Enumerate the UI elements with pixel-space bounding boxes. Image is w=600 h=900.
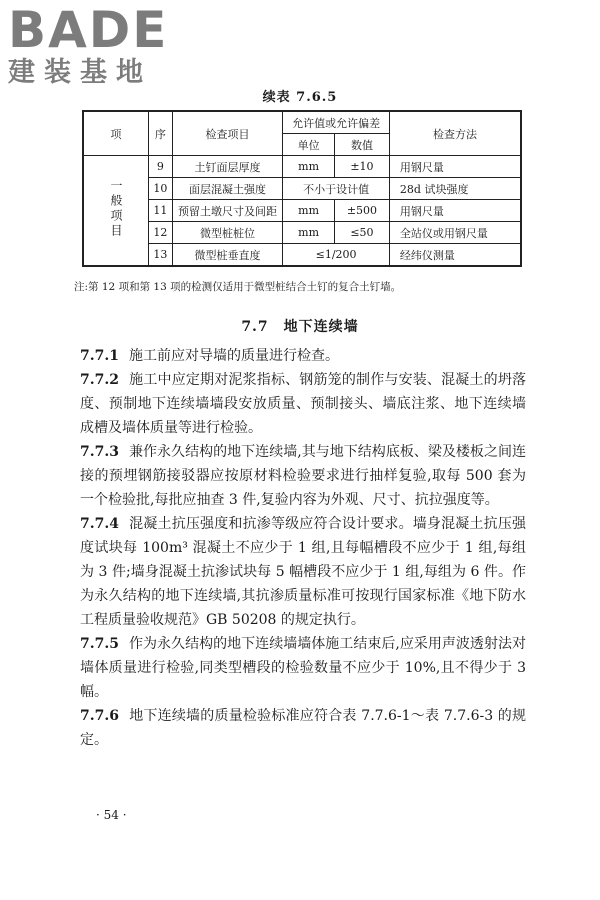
- clause: [80, 704, 526, 752]
- row-unit: mm: [283, 156, 335, 178]
- clause-list: [80, 344, 526, 752]
- clause-number: 7.7.4: [80, 516, 119, 532]
- clause: [80, 344, 526, 368]
- clause-text: 混凝土抗压强度和抗渗等级应符合设计要求。墙身混凝土抗压强度试块每 100m³ 混凝土不应少于 1 组,且每幅槽段不应少于 1 组,每组为 3 件;墙身混凝土抗渗试块每 5 幅槽段不应少于 1 组,每组为 6 件。作为永久结构的地下连续墙,其抗渗质量标准可按现行国家标准《地下防水工程质量验收规范》GB 50208 的规定执行。: [80, 516, 526, 628]
- logo-brand: BADE: [8, 1, 169, 59]
- clause-number: 7.7.3: [80, 444, 119, 460]
- group-label: 一般项目: [109, 179, 123, 239]
- group-label-cell: [83, 156, 149, 267]
- row-seq: 13: [149, 244, 173, 267]
- row-method: 28d 试块强度: [389, 178, 521, 200]
- table-row: [83, 222, 521, 244]
- row-item: 土钉面层厚度: [172, 156, 282, 178]
- logo-subtitle: 建装基地: [8, 57, 152, 88]
- row-item: 微型桩桩位: [172, 222, 282, 244]
- clause-text: 兼作永久结构的地下连续墙,其与地下结构底板、梁及楼板之间连接的预埋钢筋接驳器应按原材料检验要求进行抽样复验,取每 500 套为一个检验批,每批应抽查 3 件,复验内容为外观、尺寸、抗拉强度等。: [80, 444, 526, 508]
- row-method: 全站仪或用钢尺量: [389, 222, 521, 244]
- table-row: [83, 244, 521, 267]
- row-method: 经纬仪测量: [389, 244, 521, 267]
- clause-text: 施工中应定期对泥浆指标、钢筋笼的制作与安装、混凝土的坍落度、预制地下连续墙墙段安放质量、预制接头、墙底注浆、地下连续墙成槽及墙体质量等进行检验。: [80, 372, 526, 436]
- header-check-item: 检查项目: [172, 111, 282, 156]
- header-seq: 序: [149, 111, 173, 156]
- inspection-table: [82, 110, 522, 267]
- header-item: 项: [83, 111, 149, 156]
- table-note: 注:第 12 项和第 13 项的检测仅适用于微型桩结合土钉的复合土钉墙。: [74, 281, 402, 293]
- row-item: 面层混凝土强度: [172, 178, 282, 200]
- clause-text: 作为永久结构的地下连续墙墙体施工结束后,应采用声波透射法对墙体质量进行检验,同类型槽段的检验数量不应少于 10%,且不得少于 3 幅。: [80, 636, 526, 700]
- header-tolerance: 允许值或允许偏差: [283, 111, 390, 134]
- clause-number: 7.7.6: [80, 708, 119, 724]
- row-seq: 9: [149, 156, 173, 178]
- row-method: 用钢尺量: [389, 156, 521, 178]
- row-seq: 11: [149, 200, 173, 222]
- header-value: 数值: [334, 134, 389, 156]
- section-title: 7.7 地下连续墙: [241, 319, 359, 335]
- clause: [80, 632, 526, 704]
- header-method: 检查方法: [389, 111, 521, 156]
- row-value: ±500: [334, 200, 389, 222]
- row-seq: 10: [149, 178, 173, 200]
- clause-text: 施工前应对导墙的质量进行检查。: [128, 348, 339, 364]
- row-item: 微型桩垂直度: [172, 244, 282, 267]
- row-unit: mm: [283, 222, 335, 244]
- table-row: [83, 200, 521, 222]
- row-merged-tolerance: 不小于设计值: [283, 178, 390, 200]
- row-unit: mm: [283, 200, 335, 222]
- clause: [80, 512, 526, 632]
- clause-text: 地下连续墙的质量检验标准应符合表 7.7.6-1～表 7.7.6-3 的规定。: [80, 708, 526, 748]
- row-seq: 12: [149, 222, 173, 244]
- clause-number: 7.7.2: [80, 372, 119, 388]
- table-row: [83, 156, 521, 178]
- clause: [80, 368, 526, 440]
- row-value: ≤50: [334, 222, 389, 244]
- table-caption: 续表 7.6.5: [262, 90, 338, 105]
- table-header-row: [83, 111, 521, 134]
- table-row: [83, 178, 521, 200]
- header-unit: 单位: [283, 134, 335, 156]
- row-item: 预留土墩尺寸及间距: [172, 200, 282, 222]
- clause: [80, 440, 526, 512]
- clause-number: 7.7.1: [80, 348, 119, 364]
- clause-number: 7.7.5: [80, 636, 119, 652]
- page-number: · 54 ·: [96, 808, 127, 822]
- logo: [8, 1, 178, 88]
- row-value: ±10: [334, 156, 389, 178]
- row-merged-tolerance: ≤1/200: [283, 244, 390, 267]
- row-method: 用钢尺量: [389, 200, 521, 222]
